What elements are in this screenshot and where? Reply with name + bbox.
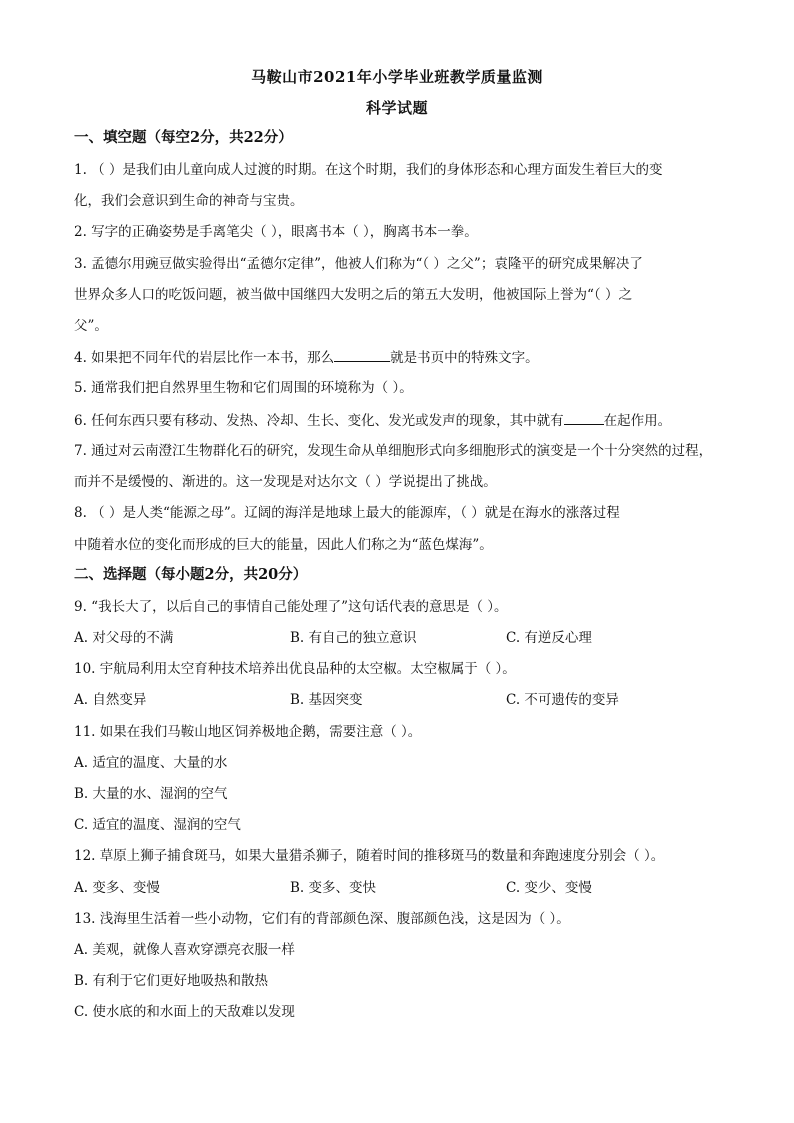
q12-option-b: B. 变多、变快 [290, 880, 377, 896]
q9-option-b: B. 有自己的独立意识 [290, 630, 417, 646]
q9-option-c: C. 有逆反心理 [506, 630, 592, 646]
q13-option-b: B. 有利于它们更好地吸热和散热 [74, 973, 269, 989]
question-3-line-1: 3. 孟德尔用豌豆做实验得出“孟德尔定律”，他被人们称为“（ ）之父”；袁隆平的研究成果解决了 [74, 256, 643, 272]
question-13: 13. 浅海里生活着一些小动物，它们有的背部颜色深、腹部颜色浅，这是因为（ ）。 [74, 911, 570, 927]
question-4-text-a: 4. 如果把不同年代的岩层比作一本书，那么 [74, 350, 335, 366]
q10-option-b: B. 基因突变 [290, 692, 363, 708]
question-1-line-1: 1. （ ）是我们由儿童向成人过渡的时期。在这个时期，我们的身体形态和心理方面发生着巨大的变 [74, 162, 663, 178]
q12-option-c: C. 变少、变慢 [506, 880, 592, 896]
q11-option-a: A. 适宜的温度、大量的水 [74, 755, 228, 771]
q11-option-b: B. 大量的水、湿润的空气 [74, 786, 228, 802]
question-7-line-2: 而并不是缓慢的、渐进的。这一发现是对达尔文（ ）学说提出了挑战。 [74, 474, 497, 490]
q10-option-c: C. 不可遗传的变异 [506, 692, 619, 708]
question-4 [74, 347, 726, 368]
page-subtitle: 科学试题 [365, 99, 428, 117]
q11-option-c: C. 适宜的温度、湿润的空气 [74, 817, 241, 833]
section-heading-multiple-choice: 二、选择题（每小题2分，共20分） [74, 566, 308, 583]
question-8-line-2: 中随着水位的变化而形成的巨大的能量，因此人们称之为“蓝色煤海”。 [74, 537, 493, 553]
q12-option-a: A. 变多、变慢 [74, 880, 160, 896]
question-3-line-2: 世界众多人口的吃饭问题，被当做中国继四大发明之后的第五大发明，他被国际上誉为“（ ）之 [74, 287, 632, 303]
question-10: 10. 宇航局利用太空育种技术培养出优良品种的太空椒。太空椒属于（ ）。 [74, 661, 516, 677]
answer-blank [564, 410, 604, 425]
question-3-line-3: 父”。 [74, 318, 108, 334]
question-7-line-1: 7. 通过对云南澄江生物群化石的研究，发现生命从单细胞形式向多细胞形式的演变是一个十分突然的过程， [74, 443, 713, 459]
q13-option-c: C. 使水底的和水面上的天敌难以发现 [74, 1004, 295, 1020]
page-title: 马鞍山市2021年小学毕业班教学质量监测 [251, 68, 543, 86]
q10-option-a: A. 自然变异 [74, 692, 147, 708]
question-6-text-a: 6. 任何东西只要有移动、发热、冷却、生长、变化、发光或发声的现象，其中就有 [74, 413, 564, 429]
question-8-line-1: 8. （ ）是人类“能源之母”。辽阔的海洋是地球上最大的能源库，（ ）就是在海水的涨落过程 [74, 505, 620, 521]
question-9: 9. “我长大了，以后自己的事情自己能处理了”这句话代表的意思是（ ）。 [74, 599, 508, 615]
section-heading-fill-in: 一、填空题（每空2分，共22分） [74, 129, 293, 146]
q9-option-a: A. 对父母的不满 [74, 630, 174, 646]
question-6 [74, 410, 726, 431]
question-4-text-b: 就是书页中的特殊文字。 [390, 350, 539, 366]
question-5: 5. 通常我们把自然界里生物和它们周围的环境称为（ ）。 [74, 380, 413, 396]
question-1-line-2: 化，我们会意识到生命的神奇与宝贵。 [74, 193, 304, 209]
question-11: 11. 如果在我们马鞍山地区饲养极地企鹅，需要注意（ ）。 [74, 724, 422, 740]
question-12: 12. 草原上狮子捕食斑马，如果大量猎杀狮子，随着时间的推移斑马的数量和奔跑速度分别会（ ）。 [74, 848, 665, 864]
q13-option-a: A. 美观，就像人喜欢穿漂亮衣服一样 [74, 942, 295, 958]
question-6-text-b: 在起作用。 [603, 413, 672, 429]
question-2: 2. 写字的正确姿势是手离笔尖（ ），眼离书本（ ），胸离书本一拳。 [74, 224, 478, 240]
answer-blank [334, 347, 390, 362]
